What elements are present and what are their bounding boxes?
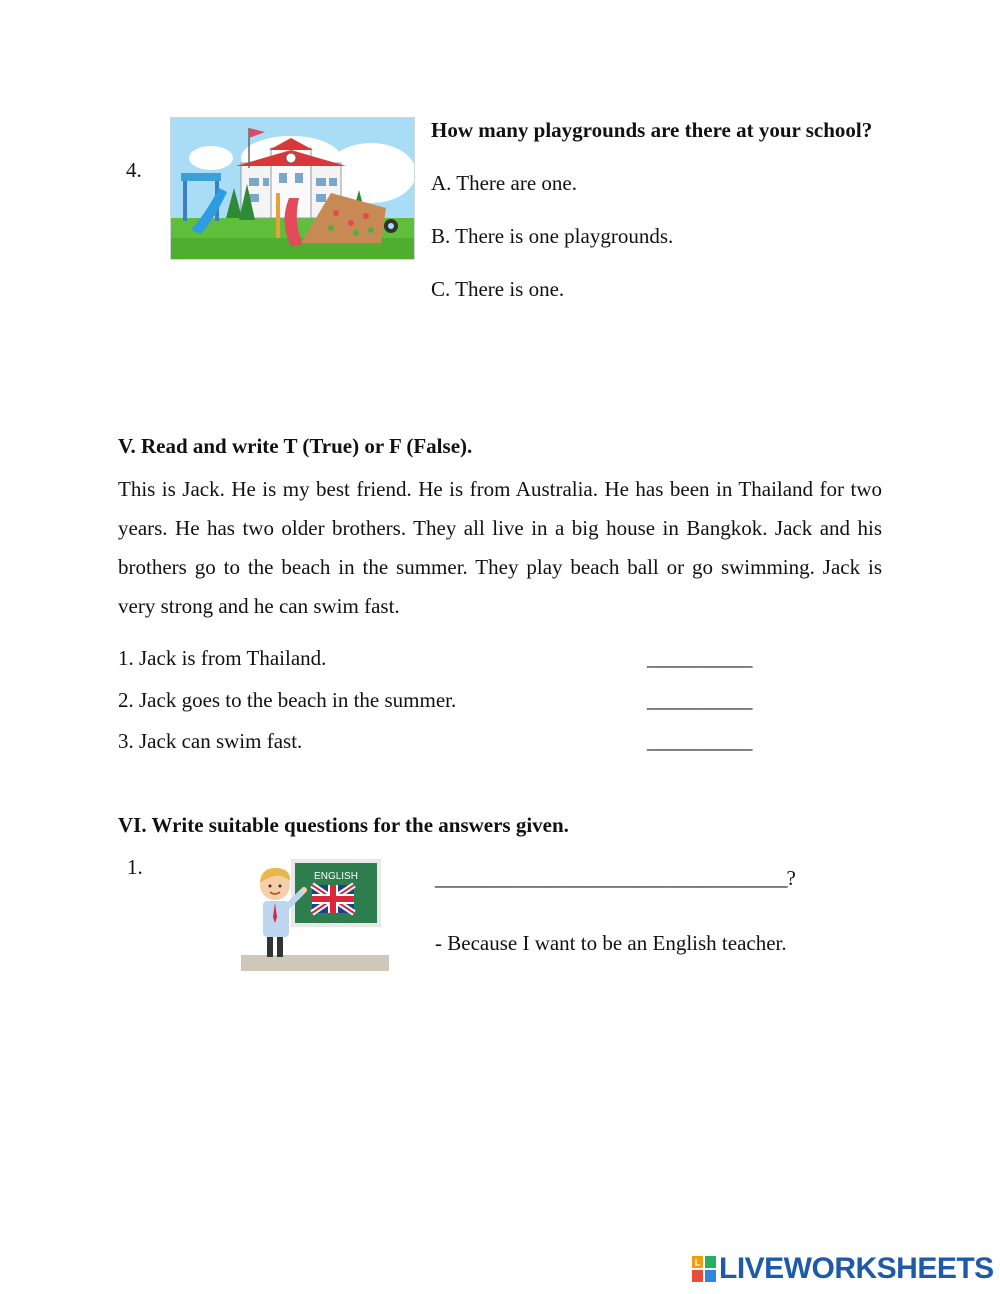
question-4-number: 4.	[126, 158, 142, 182]
statement-1: 1. Jack is from Thailand.	[118, 646, 327, 670]
reading-passage: This is Jack. He is my best friend. He is from Australia. He has been in Thailand for two years. He has two older brothers. They all live in a big house in Bangkok. Jack and his brothers go to the beach in the summer. They play beach ball or go swimming. Jack is very strong and he can swim fast.	[118, 477, 882, 618]
answer-blank-3[interactable]: ___________	[647, 729, 752, 753]
logo-mark-letter-l: L	[694, 1257, 701, 1268]
option-a[interactable]: A. There are one.	[431, 171, 577, 195]
board-label: ENGLISH	[314, 871, 358, 882]
option-c[interactable]: C. There is one.	[431, 277, 565, 301]
answer-blank-2[interactable]: ___________	[647, 688, 752, 712]
teacher-image	[241, 857, 389, 971]
english-teacher-illustration	[241, 857, 389, 971]
question-answer-line[interactable]: _____________________________________?	[435, 866, 795, 890]
liveworksheets-logo	[692, 1252, 994, 1286]
statement-2: 2. Jack goes to the beach in the summer.	[118, 688, 457, 712]
true-false-row	[118, 729, 778, 759]
playground-image	[170, 117, 415, 260]
section-5-title: V. Read and write T (True) or F (False).	[118, 434, 473, 458]
logo-text: LIVEWORKSHEETS	[719, 1252, 994, 1285]
statement-3: 3. Jack can swim fast.	[118, 729, 303, 753]
question-4-text: How many playgrounds are there at your school?	[431, 118, 873, 142]
true-false-row	[118, 688, 778, 718]
question-1-number: 1.	[127, 855, 143, 879]
answer-blank-1[interactable]: ___________	[647, 646, 752, 670]
section-6-title: VI. Write suitable questions for the answers given.	[118, 813, 569, 837]
option-b[interactable]: B. There is one playgrounds.	[431, 224, 674, 248]
logo-icon	[692, 1256, 716, 1282]
given-answer: - Because I want to be an English teacher.	[435, 931, 787, 955]
playground-illustration	[171, 118, 414, 259]
true-false-row	[118, 646, 778, 676]
